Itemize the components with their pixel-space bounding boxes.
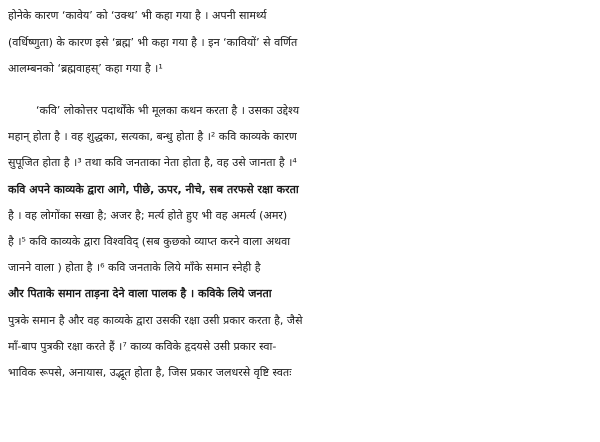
text-line: ‘कवि’ लोकोत्तर पदार्थोंके भी मूलका कथन करता है । उसका उद्देश्य <box>36 104 300 117</box>
text-line: है ।⁵ कवि काव्यके द्वारा विश्वविद् (सब कुछको व्याप्त करने वाला अथवा <box>8 234 291 248</box>
text-line: भाविक रूपसे, अनायास, उद्भूत होता है, जिस प्रकार जलधरसे वृष्टि स्वतः <box>8 365 292 379</box>
text-line: सुपूजित होता है ।³ तथा कवि जनताका नेता होता है, वह उसे जानता है ।⁴ <box>8 156 297 170</box>
text-line: पुत्रके समान है और वह काव्यके द्वारा उसकी रक्षा उसी प्रकार करता है, जैसे <box>8 313 303 327</box>
text-line: (वर्धिष्णुता) के कारण इसे ‘ब्रह्म’ भी कहा गया है । इन ‘कावियों’ से वर्णित <box>8 35 298 49</box>
text-line: होनेके कारण ‘कावेय’ को ‘उक्थ’ भी कहा गया है । अपनी सामर्थ्य <box>8 9 267 22</box>
text-line: महान् होता है । वह शुद्धका, सत्यका, बन्धु होता है ।² कवि काव्यके कारण <box>8 130 297 144</box>
paragraph-1 <box>8 3 596 83</box>
text-line: माँ-बाप पुत्रकी रक्षा करते हैं ।⁷ काव्य कविके हृदयसे उसी प्रकार स्वा- <box>8 339 277 353</box>
text-line: आलम्बनको ‘ब्रह्मवाहस्’ कहा गया है ।¹ <box>8 62 163 76</box>
text-line: है । वह लोगोंका सखा है; अजर है; मर्त्य होते हुए भी वह अमर्त्य (अमर) <box>8 208 288 222</box>
text-line: कवि अपने काव्यके द्वारा आगे, पीछे, ऊपर, नीचे, सब तरफसे रक्षा करता <box>8 182 299 196</box>
text-line: और पिताके समान ताड़ना देने वाला पालक है । कविके लिये जनता <box>8 287 272 301</box>
text-line: जानने वाला ) होता है ।⁶ कवि जनताके लिये माँके समान स्नेही है <box>8 261 261 275</box>
paragraph-2 <box>8 98 596 386</box>
